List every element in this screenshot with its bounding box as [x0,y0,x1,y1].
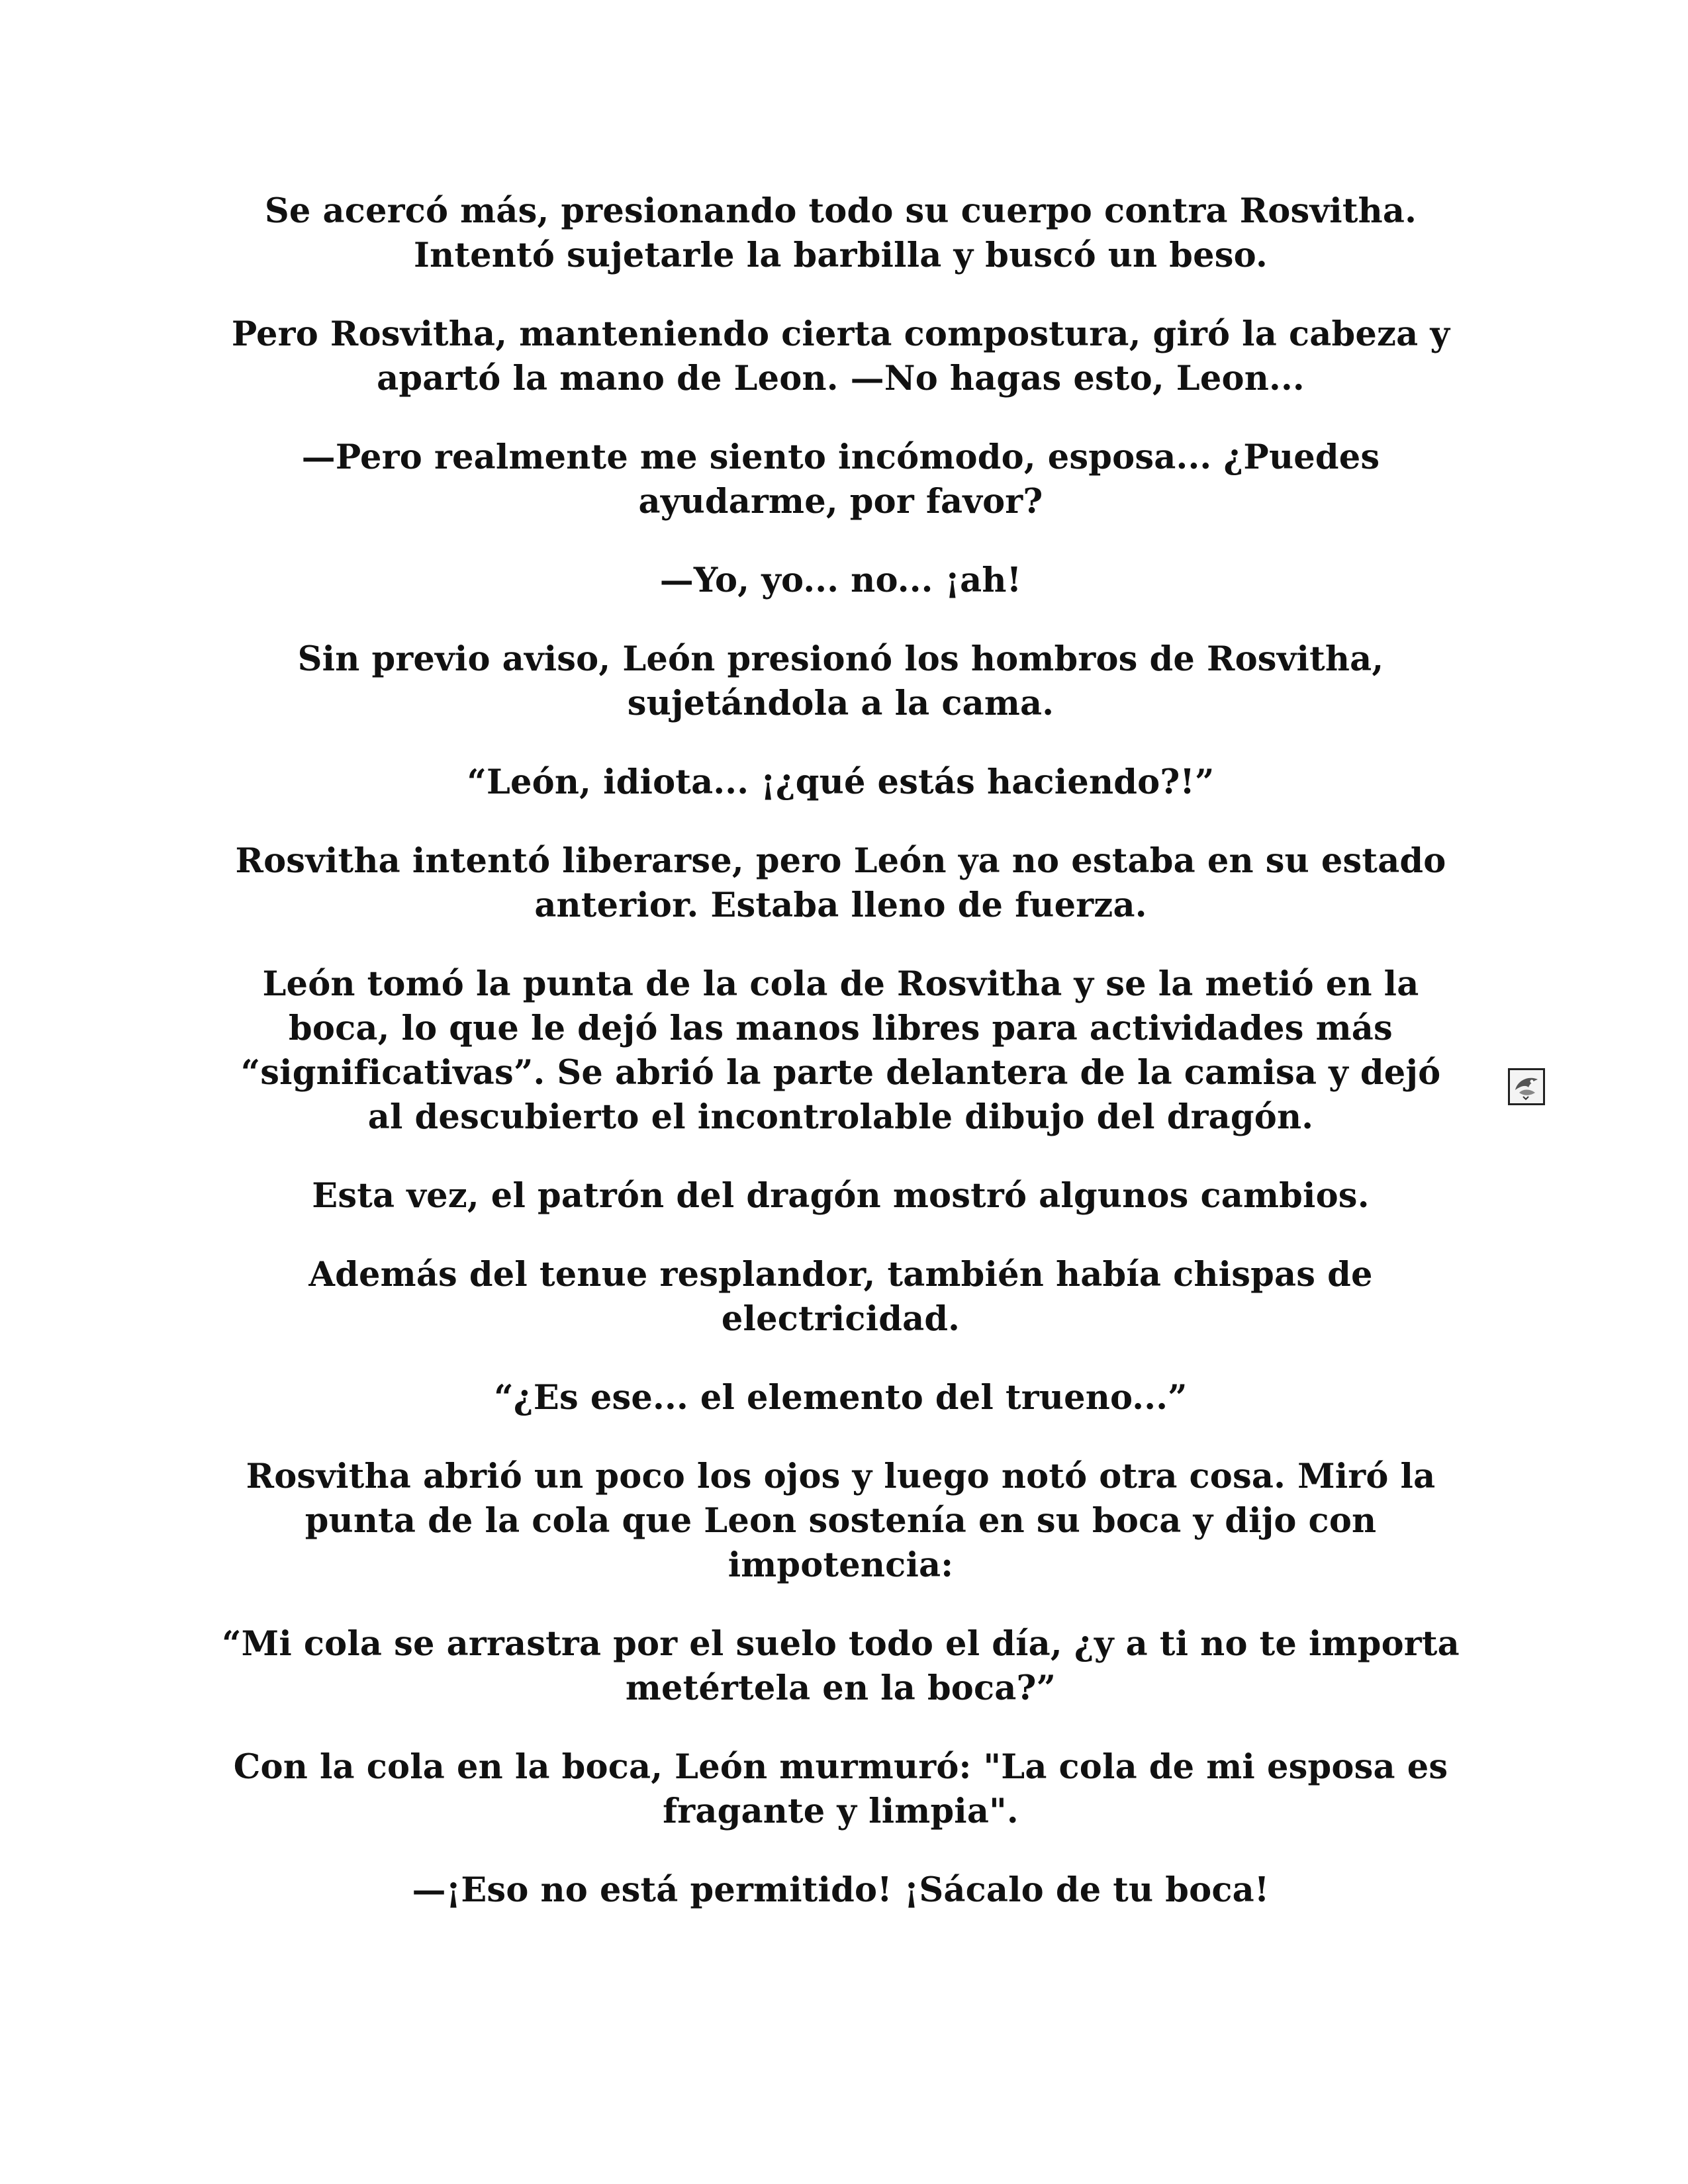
paragraph-9: Esta vez, el patrón del dragón mostró algunos cambios. [312,1176,1370,1216]
paragraph-2: Pero Rosvitha, manteniendo cierta compostura, giró la cabeza y apartó la mano de Leon. —No hagas esto, Leon... [231,314,1450,398]
paragraph-5: Sin previo aviso, León presionó los hombros de Rosvitha, sujetándola a la cama. [297,639,1384,723]
paragraph-11: “¿Es ese... el elemento del trueno...” [494,1378,1188,1418]
paragraph-4: —Yo, yo... no... ¡ah! [659,561,1022,600]
paragraph-6: “León, idiota... ¡¿qué estás haciendo?!” [467,762,1215,802]
paragraph-1: Se acercó más, presionando todo su cuerpo contra Rosvitha. Intentó sujetarle la barbilla y buscó un beso. [264,191,1417,275]
watermark-icon [1508,1068,1545,1105]
paragraph-7: Rosvitha intentó liberarse, pero León ya no estaba en su estado anterior. Estaba lleno de fuerza. [235,841,1446,925]
paragraph-15: —¡Eso no está permitido! ¡Sácalo de tu boca! [412,1870,1270,1910]
paragraph-8: León tomó la punta de la cola de Rosvitha y se la metió en la boca, lo que le dejó las manos libres para actividades más “significativas”. Se abrió la parte delantera de la camisa y dejó al descubierto el incontrolable dibujo del dragón. [240,964,1441,1137]
paragraph-14: Con la cola en la boca, León murmuró: "La cola de mi esposa es fragante y limpia". [233,1747,1448,1831]
paragraph-12: Rosvitha abrió un poco los ojos y luego notó otra cosa. Miró la punta de la cola que Leon sostenía en su boca y dijo con impotencia: [246,1457,1436,1585]
paragraph-10: Además del tenue resplandor, también había chispas de electricidad. [308,1255,1373,1339]
paragraph-3: —Pero realmente me siento incómodo, esposa... ¿Puedes ayudarme, por favor? [301,437,1380,522]
document-body [218,189,1463,1947]
paragraph-13: “Mi cola se arrastra por el suelo todo el día, ¿y a ti no te importa metértela en la boca?” [222,1624,1460,1708]
